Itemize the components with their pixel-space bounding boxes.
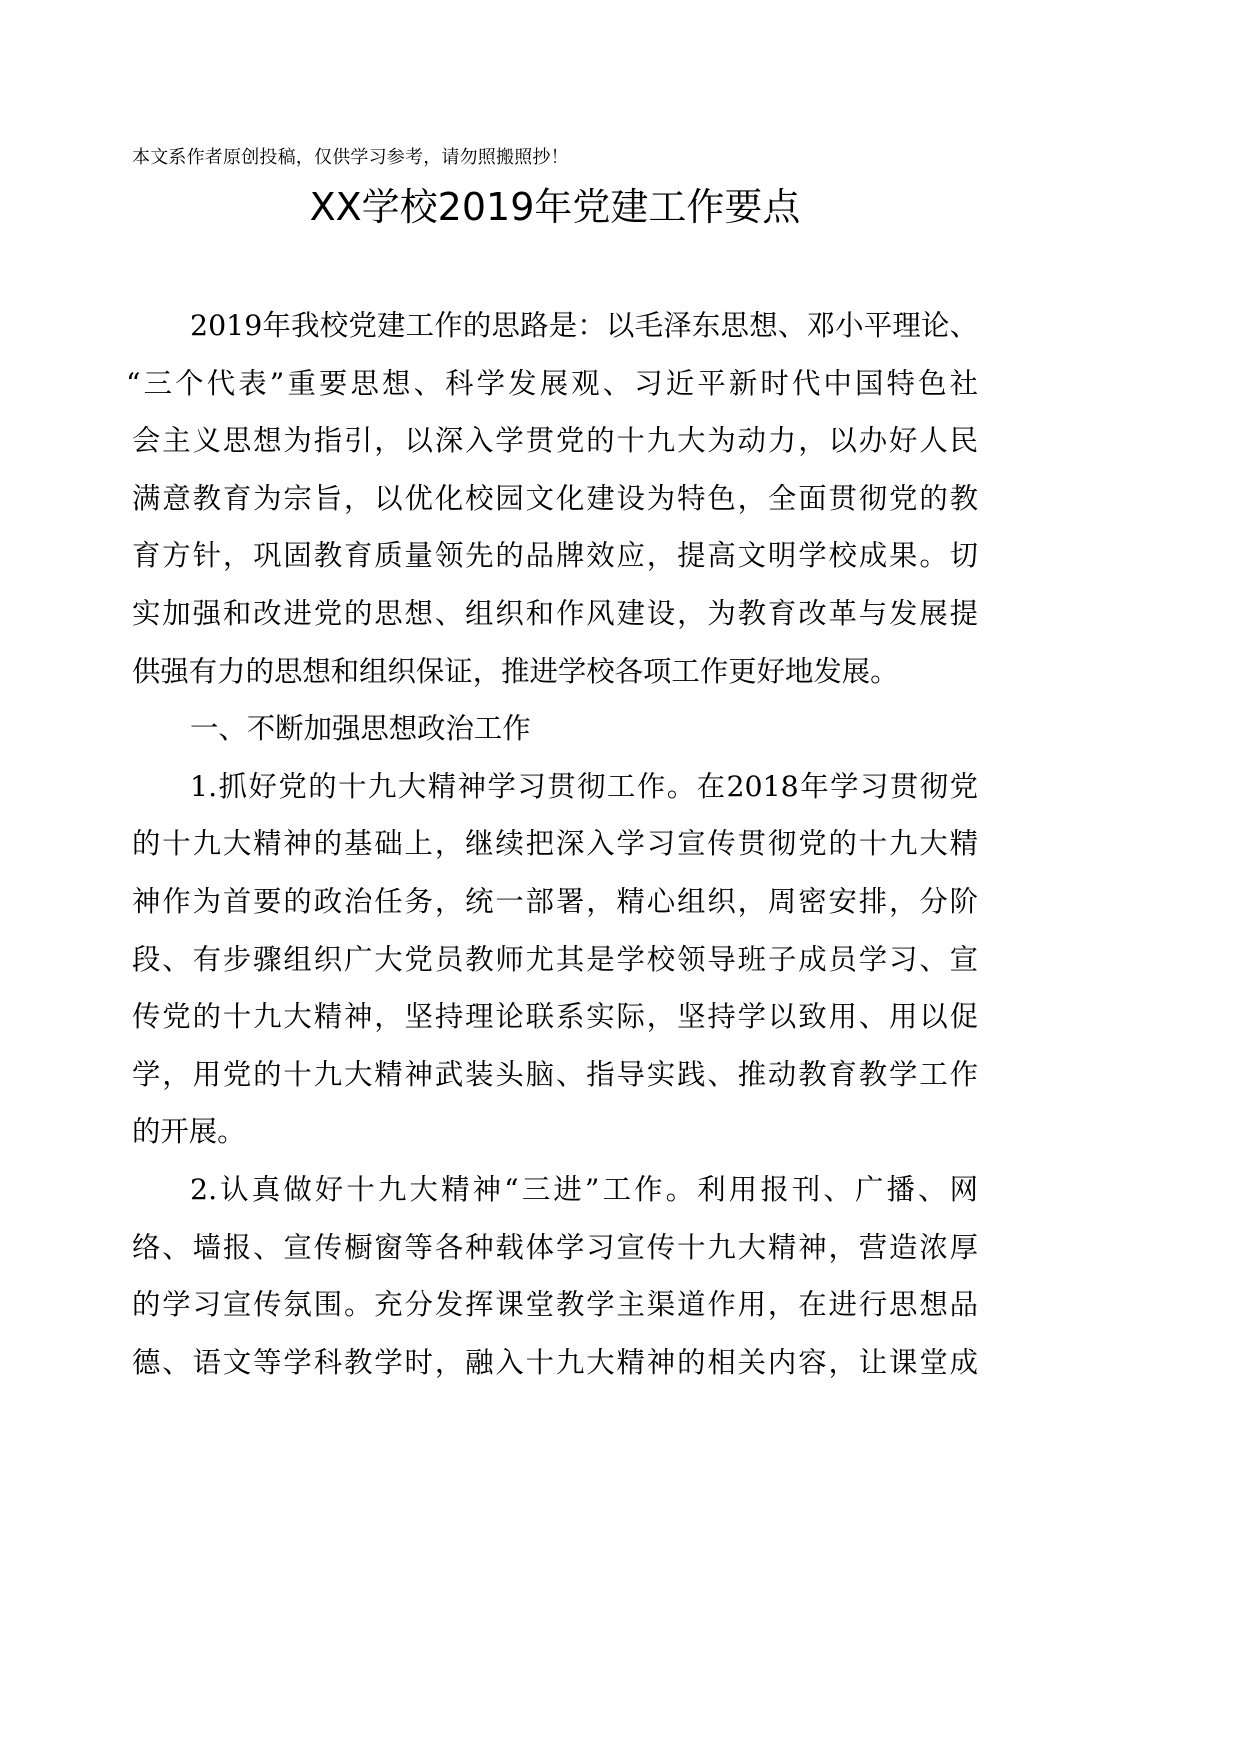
paragraph-line: 的学习宣传氛围。充分发挥课堂教学主渠道作用，在进行思想品 <box>132 1288 978 1322</box>
paragraph-line: 德、语文等学科教学时，融入十九大精神的相关内容，让课堂成 <box>132 1345 978 1379</box>
paragraph-line: 满意教育为宗旨，以优化校园文化建设为特色，全面贯彻党的教 <box>132 481 978 515</box>
paragraph-line: 段、有步骤组织广大党员教师尤其是学校领导班子成员学习、宣 <box>132 942 978 976</box>
paragraph-line: 供强有力的思想和组织保证，推进学校各项工作更好地发展。 <box>132 654 899 688</box>
document-body <box>126 297 978 1391</box>
paragraph-line: 1.抓好党的十九大精神学习贯彻工作。在2018年学习贯彻党 <box>190 769 978 803</box>
document-title: XX学校2019年党建工作要点 <box>309 185 801 229</box>
paragraph-line: 育方针，巩固教育质量领先的品牌效应，提高文明学校成果。切 <box>132 539 978 573</box>
paragraph-line: 2.认真做好十九大精神“三进”工作。利用报刊、广播、网 <box>190 1172 978 1206</box>
paragraph-line: 实加强和改进党的思想、组织和作风建设，为教育改革与发展提 <box>132 596 978 630</box>
paragraph-line: 2019年我校党建工作的思路是：以毛泽东思想、邓小平理论、 <box>190 309 978 342</box>
paragraph-line: 络、墙报、宣传橱窗等各种载体学习宣传十九大精神，营造浓厚 <box>132 1230 978 1264</box>
paragraph-line: 学，用党的十九大精神武装头脑、指导实践、推动教育教学工作 <box>132 1057 978 1091</box>
paragraph-line: 的开展。 <box>132 1115 246 1149</box>
paragraph-line: 的十九大精神的基础上，继续把深入学习宣传贯彻党的十九大精 <box>132 827 978 861</box>
copyright-notice: 本文系作者原创投稿，仅供学习参考，请勿照搬照抄！ <box>132 147 569 168</box>
paragraph-line: 神作为首要的政治任务，统一部署，精心组织，周密安排，分阶 <box>132 884 978 918</box>
paragraph-line: 会主义思想为指引，以深入学贯党的十九大为动力，以办好人民 <box>132 424 978 458</box>
paragraph-line: 传党的十九大精神，坚持理论联系实际，坚持学以致用、用以促 <box>132 1000 978 1034</box>
paragraph-line: “三个代表”重要思想、科学发展观、习近平新时代中国特色社 <box>126 366 978 400</box>
section-heading: 一、不断加强思想政治工作 <box>190 712 531 746</box>
